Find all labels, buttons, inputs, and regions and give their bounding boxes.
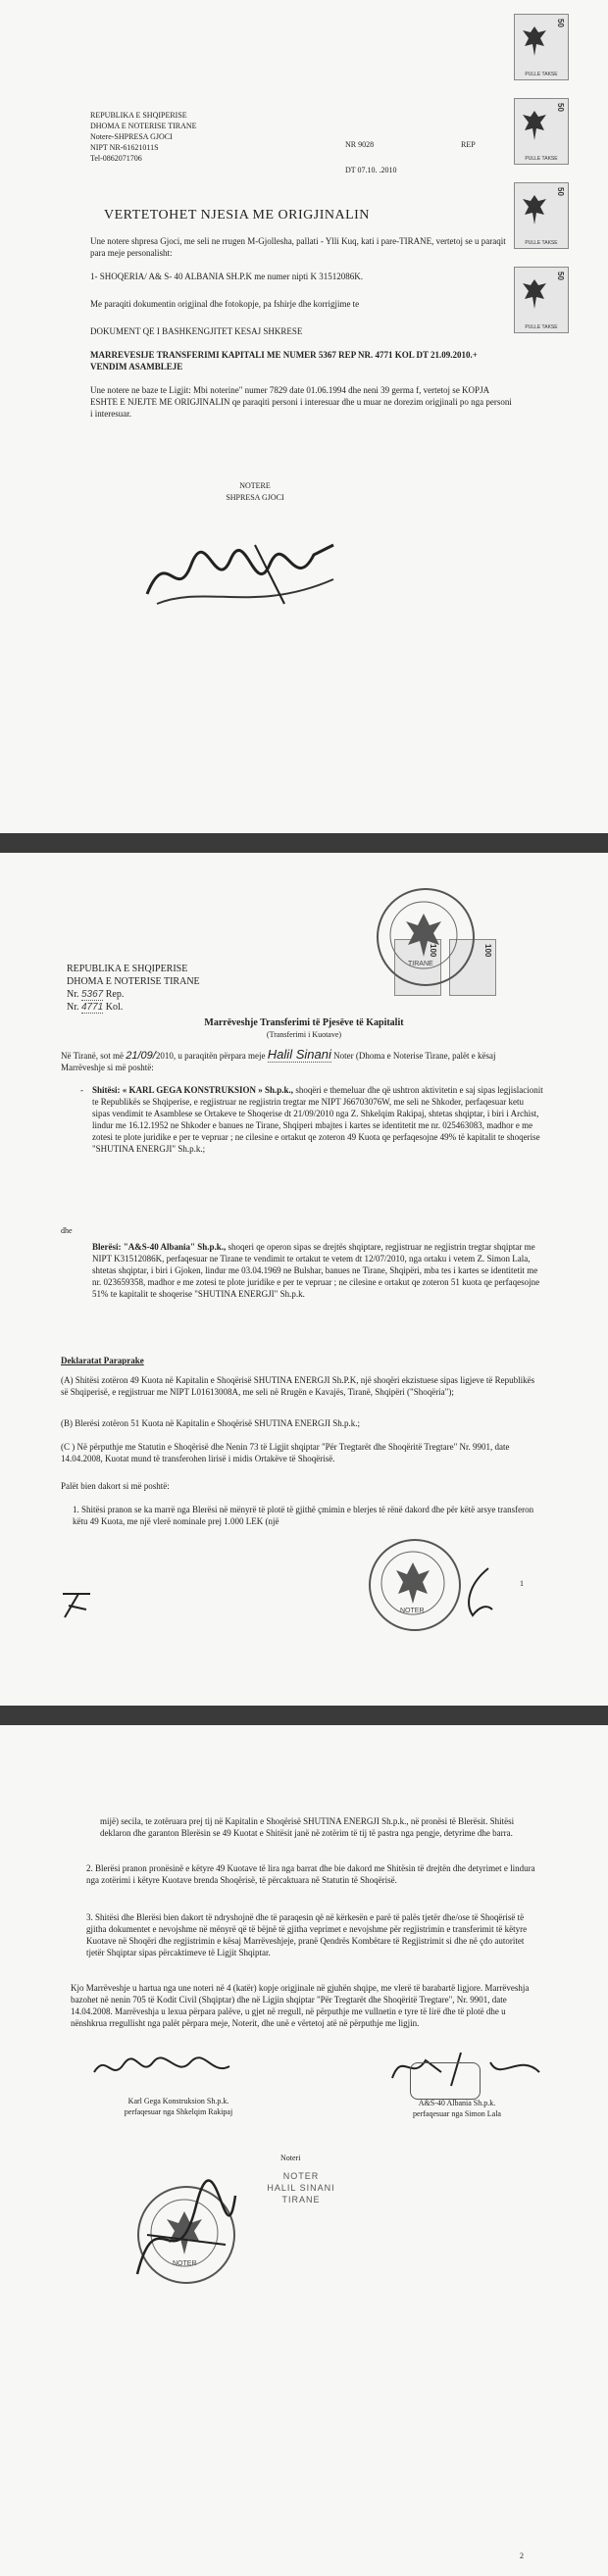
closing-text: Kjo Marrëveshje u hartua nga une noteri në 4 (katër) kopje origjinale në gjuhën shqipe, me vlerë të barabartë ligjore. Marrëveshja bazohet në nenin 705 të Kodit Civil (Shqiptar) dhe në Ligjin shqiptar "Për Tregtarët dhe Shoqëritë Tregtare", Nr. 9901, date 14.04.2008. Marrëveshja u lexua përpara palëve, u gjet në rregull, në përputhje me vullnetin e tyre të lirë dhe të plotë dhe u nënshkrua rregullisht nga palët përpara meje, Noterit, dhe unë e vërtetoj atë në përputhje me ligjin.	[71, 1983, 530, 2028]
transfer-subject: MARREVESIJE TRANSFERIMI KAPITALI ME NUMER 5367 REP NR. 4771 KOL DT 21.09.2010.+ VENDIM ASAMBLEJE	[90, 350, 478, 372]
eagle-emblem-icon	[521, 23, 548, 60]
party-buyer	[92, 1241, 543, 1300]
kol-suffix: Kol.	[105, 1002, 124, 1013]
page-title: VERTETOHET NJESIA ME ORIGJINALIN	[104, 208, 370, 223]
eagle-emblem-icon	[521, 107, 548, 144]
eagle-emblem-icon	[521, 275, 548, 313]
noter-label: Noteri	[280, 2154, 301, 2162]
stamp-value: 50	[556, 19, 565, 27]
declarations-heading: Deklaratat Paraprake	[61, 1356, 144, 1365]
stamp-label: PULLE TAKSE	[525, 240, 558, 246]
person-line: 1- SHOQERIA/ A& S- 40 ALBANIA SH.P.K me numer nipti K 31512086K.	[90, 272, 364, 281]
notary-seal	[377, 888, 475, 986]
clause-1-continued: mijë) secila, te zotëruara prej tij në Kapitalin e Shoqërisë SHUTINA ENERGJI Sh.p.k., në pronësi të Blerësit. Shitësi deklaron dhe garanton Blerësin se 49 Kuotat e Shitësit janë në zotërim të tij të pastra nga pengje, detyrime dhe barra.	[100, 1816, 515, 1838]
stamp-value: 100	[429, 944, 437, 958]
buyer-text: shoqeri qe operon sipas se drejtës shqiptare, regjistruar ne regjistrin tregtar shqiptar me NIPT K31512086K, perfaqesuar ne Tirane te vendimit te ortakut te vetem dt 12/07/2010, nga ortaku i vetem Z. Simon Lala, shtetas shqiptar, i biri i Gjoken, lindur me 03.04.1969 ne Bulshar, banues ne Tirane, Shqipëri, mba tes i kartes se identitetit me nr. 023659358, madhor e me zotesi te plote juridike e per te vepruar ; ne cilesine e ortakut qe zoteron 51 kuota qe perfaqesojne 51% te kapitalit te shoqerise "SHUTINA ENERGJI" Sh.p.k.	[92, 1242, 540, 1299]
intro-part: 2010, u paraqitën përpara meje	[155, 1051, 268, 1061]
stamp-label: PULLE TAKSE	[525, 324, 558, 330]
page-number: 2	[520, 2551, 524, 2560]
intro-date: 21/09/	[126, 1050, 156, 1062]
agreement-intro: Palët bien dakort si më poshtë:	[61, 1481, 170, 1491]
notary-seal	[369, 1539, 461, 1631]
stamp-label: PULLE TAKSE	[525, 156, 558, 162]
agreement-subtitle: (Transferimi i Kuotave)	[266, 1030, 342, 1039]
intro-part: Në Tiranë, sot më	[61, 1051, 127, 1061]
noter-stamp-line: HALIL SINANI	[267, 2183, 335, 2193]
date-label: DT 07.10. .2010	[345, 166, 397, 174]
stamp-label: PULLE TAKSE	[525, 72, 558, 77]
signer-name: SHPRESA GJOCI	[226, 493, 284, 502]
certification-text: Une notere ne baze te Ligjit: Mbi noterine" numer 7829 date 01.06.1994 dhe neni 39 germa f, vertetoj se KOPJA ESHTE E NJEJTE ME ORIGJINALIN qe paraqiti personi i interesuar dhe u muar ne dorezim origjinali po nga personi i interesuar.	[90, 385, 512, 419]
intro-part: Noter (Dhoma e Noterise Tirane, palët e kësaj Marrëveshje si më poshtë:	[61, 1051, 496, 1072]
seller-sign-rep: perfaqesuar nga Shkelqim Rakipaj	[124, 2107, 233, 2116]
clause-3: 3. Shitësi dhe Blerësi bien dakort të ndryshojnë dhe të paraqesin që në kërkesën e parë të palës tjetër dhe/ose të Shoqërisë të gjitha dokumentet e nevojshme në mënyrë që të bëjnë të gjitha veprimet e nevojshme për regjistrimin e transferimit të këtyre Kuotave në Shoqëri dhe regjistrimin e kësaj Marrëveshjeje, pranë Qendrës Kombëtare të Regjistrimit si dhe në çdo autoritet tjetër Shqiptar sipas përcaktimeve të Ligjit Shqiptar.	[86, 1912, 528, 1957]
document-line: Me paraqiti dokumentin origjinal dhe fotokopje, pa fshirje dhe korrigjime te	[90, 299, 360, 309]
seal-noter: NOTER	[173, 2260, 197, 2267]
header-line: REPUBLIKA E SHQIPERISE	[67, 964, 188, 974]
seal-city: TIRANE	[408, 961, 433, 967]
rep-prefix: Nr.	[67, 989, 79, 1000]
stamp-value: 50	[556, 103, 565, 112]
header-line: NIPT NR-61621011S	[90, 143, 159, 152]
declaration-c: (C ) Në përputhje me Statutin e Shoqërisë dhe Nenin 73 të Ligjit shqiptar "Për Tregtarët dhe Shoqëritë Tregtare" Nr. 9901, date 14.04.2008, Kuotat mund të transferohen lirisë i midis Ortakëve të Shoqërisë.	[61, 1442, 510, 1463]
seller-heading: Shitësi: « KARL GEGA KONSTRUKSION » Sh.p.k.,	[92, 1085, 294, 1095]
intro-name: Halil Sinani	[267, 1047, 331, 1062]
declaration-a: (A) Shitësi zotëron 49 Kuota në Kapitalin e Shoqërisë SHUTINA ENERGJI Sh.P.K, një shoqëri ekzistuese sipas ligjeve të Republikës së Shqiperisë, e regjistruar me NIPT L01613008A, me seli në Rrugën e Kavajës, Tiranë, Shqipëri ("Shoqëria");	[61, 1375, 535, 1397]
kol-value: 4771	[81, 1002, 104, 1013]
buyer-sign-rep: perfaqesuar nga Simon Lala	[413, 2109, 501, 2118]
rep-suffix: Rep.	[105, 989, 125, 1000]
tax-stamp	[514, 98, 569, 165]
stamp-value: 50	[556, 272, 565, 280]
noter-stamp-line: NOTER	[282, 2171, 320, 2181]
initials-signature	[459, 1564, 498, 1619]
kol-number	[67, 1001, 263, 1014]
agreement-title: Marrëveshje Transferimi të Pjesëve të Kapitalit	[204, 1017, 404, 1028]
tax-stamp	[514, 182, 569, 249]
stamp-value: 100	[483, 944, 492, 958]
page-2	[0, 853, 608, 1706]
intro-text	[61, 1049, 541, 1073]
notary-header	[90, 110, 326, 164]
rep-label: REP	[461, 140, 476, 149]
clause-2: 2. Blerësi pranon pronësinë e këtyre 49 Kuotave të lira nga barrat dhe bie dakord me Shitësin të drejtën dhe detyrimet e lindura nga zotërimi i këtyre Kuotave brenda Shoqërisë, të përcaktuara në Statutin të Shoqërisë.	[86, 1863, 535, 1885]
header-line: DHOMA E NOTERISE TIRANE	[90, 122, 197, 130]
conjunction: dhe	[61, 1226, 73, 1235]
seal-noter: NOTER	[400, 1608, 425, 1614]
initials-signature	[57, 1584, 96, 1623]
page-1	[0, 0, 608, 833]
noter-name-stamp	[247, 2170, 355, 2205]
seller-signature	[88, 2049, 235, 2088]
rep-number	[67, 988, 263, 1001]
document-subject: DOKUMENT QE I BASHKENGJITET KESAJ SHKRESE	[90, 326, 303, 336]
intro-text: Une notere shpresa Gjoci, me seli ne rrugen M-Gjollesha, pallati - Ylli Kuq, kati i pare-TIRANE, vertetoj se u paraqit para meje personalisht:	[90, 236, 506, 258]
company-stamp	[410, 2062, 481, 2100]
rep-value: 5367	[81, 989, 104, 1000]
noter-stamp-line: TIRANE	[281, 2195, 321, 2204]
tax-stamp	[514, 14, 569, 80]
tax-stamp	[514, 267, 569, 333]
notary-signature	[137, 525, 353, 623]
notary-signature	[118, 2176, 255, 2294]
header-line: Notere-SHPRESA GJOCI	[90, 132, 173, 141]
seller-text: shoqëri e themeluar dhe që ushtron aktivitetin e saj sipas legjislacionit te Republikës se Shqiperise, e regjistruar ne regjistrin tregtar me NIPT J66703076W, me seli ne Shkoder, perfaqesuar ketu sipas vendimit te Asamblese se Ortakeve te Shoqerise dt 21/09/2010 nga Z. Shkelqim Rakipaj, shtetas shqiptar, i biri i Archist, lindur me 16.12.1952 ne Shkoder e banues ne Tirane, Shqiperi mbajtes i kartes se identitetit me nr. 025463083, madhor e me zotesi te plote juridike e per te vepruar ; ne cilesine e ortakut qe zoteron 49 Kuota qe perfaqesojne 49% të kapitalit te shoqerise "SHUTINA ENERGJI" Sh.p.k.;	[92, 1085, 543, 1154]
header-line: Tel-0862071706	[90, 154, 142, 163]
header-line: REPUBLIKA E SHQIPERISE	[90, 111, 187, 120]
clause-1: 1. Shitësi pranon se ka marrë nga Blerësi në mënyrë të plotë të gjithë çmimin e blerjes të rënë dakord dhe për këtë arsye transferon këtu 49 Kuota, me një vlerë nominale prej 1.000 LEK (një	[73, 1505, 534, 1526]
party-seller	[92, 1084, 543, 1155]
declaration-b: (B) Blerësi zotëron 51 Kuota në Kapitalin e Shoqërisë SHUTINA ENERGJI Sh.p.k.;	[61, 1418, 360, 1428]
kol-prefix: Nr.	[67, 1002, 79, 1013]
stamp-value: 50	[556, 187, 565, 196]
seal-emblem-icon	[377, 888, 471, 982]
page-3	[0, 1725, 608, 2576]
buyer-heading: Blerësi: "A&S-40 Albania" Sh.p.k.,	[92, 1242, 227, 1252]
signer-title: NOTERE	[239, 481, 271, 490]
seller-sign-name: Karl Gega Konstruksion Sh.p.k.	[127, 2097, 229, 2105]
buyer-sign-line	[369, 2098, 545, 2119]
page-number: 1	[520, 1579, 524, 1588]
header-line: DHOMA E NOTERISE TIRANE	[67, 976, 200, 987]
seller-sign-line	[90, 2096, 267, 2117]
nr-label: NR 9028	[345, 140, 375, 149]
buyer-sign-name: A&S-40 Albania Sh.p.k.	[418, 2099, 496, 2107]
eagle-emblem-icon	[521, 191, 548, 228]
notary-header-2	[67, 963, 263, 1014]
